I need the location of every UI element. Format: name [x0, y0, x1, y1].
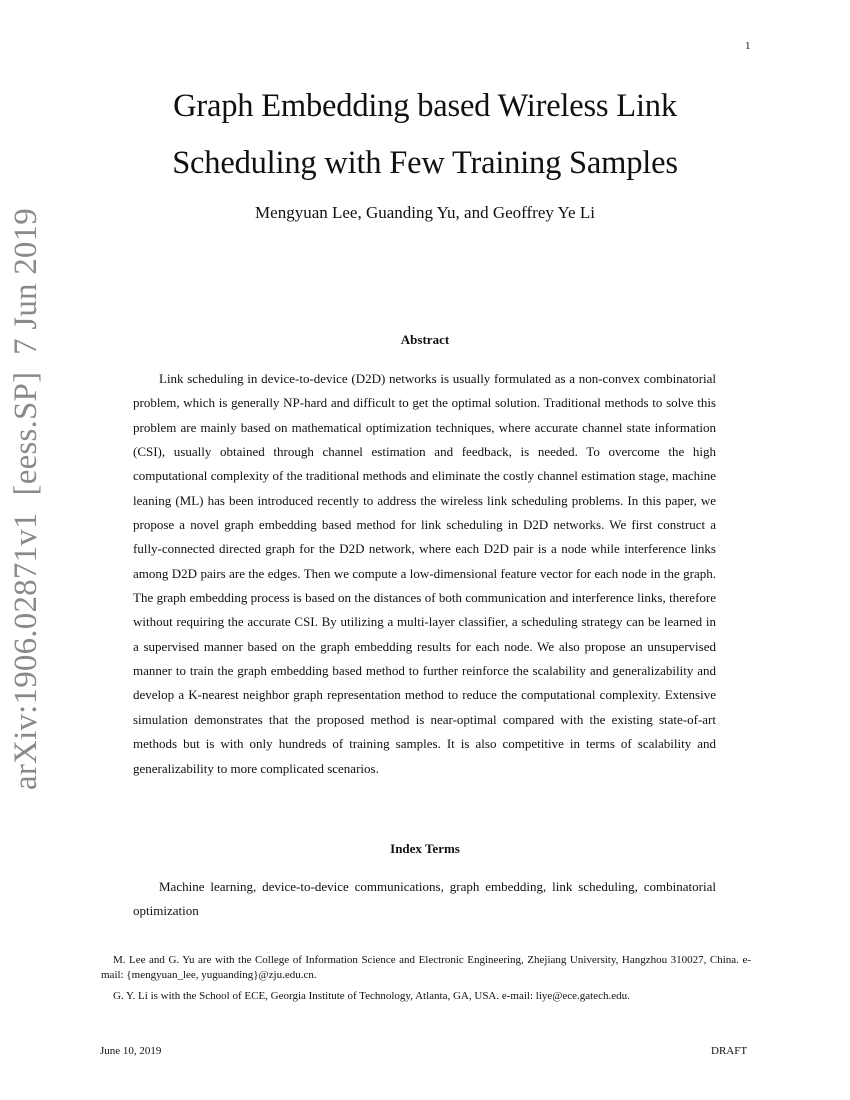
page-number: 1 — [745, 40, 751, 52]
index-terms-heading: Index Terms — [390, 841, 460, 856]
footnotes — [101, 953, 751, 1010]
footnote-affiliation-1: M. Lee and G. Yu are with the College of Information Science and Electronic Engineering, Zhejiang University, Hangzhou 310027, China. e-mail: {mengyuan_lee, yuguanding}@zju.edu.cn. — [101, 954, 751, 981]
paper-title — [0, 78, 850, 192]
index-terms-body: Machine learning, device-to-device communications, graph embedding, link scheduling, combinatorial optimization — [133, 879, 716, 919]
arxiv-stamp: arXiv:1906.02871v1 [eess.SP] 7 Jun 2019 — [8, 207, 44, 790]
title-line-1: Graph Embedding based Wireless Link — [173, 88, 677, 124]
footer-draft-label: DRAFT — [711, 1045, 748, 1057]
title-line-2: Scheduling with Few Training Samples — [172, 145, 678, 181]
footnote-affiliation-2: G. Y. Li is with the School of ECE, Georgia Institute of Technology, Atlanta, GA, USA. e-mail: liye@ece.gatech.edu. — [113, 990, 630, 1002]
footer-date: June 10, 2019 — [100, 1045, 162, 1057]
abstract-heading: Abstract — [400, 332, 450, 347]
authors: Mengyuan Lee, Guanding Yu, and Geoffrey Ye Li — [255, 203, 595, 222]
abstract-body: Link scheduling in device-to-device (D2D) networks is usually formulated as a non-convex combinatorial problem, which is generally NP-hard and difficult to get the optimal solution. Traditional methods to solve this problem are mainly based on mathematical optimization techniques, where accurate channel state information (CSI), usually obtained through channel estimation and feedback, is needed. To overcome the high computational complexity of the traditional methods and eliminate the costly channel estimation stage, machine leaning (ML) has been introduced recently to address the wireless link scheduling problems. In this paper, we propose a novel graph embedding based method for link scheduling in D2D networks. We first construct a fully-connected directed graph for the D2D network, where each D2D pair is a node while interference links among D2D pairs are the edges. Then we compute a low-dimensional feature vector for each node in the graph. The graph embedding process is based on the distances of both communication and interference links, therefore without requiring the accurate CSI. By utilizing a multi-layer classifier, a scheduling strategy can be learned in a supervised manner based on the graph embedding results for each node. We also propose an unsupervised manner to train the graph embedding based method to further reinforce the scalability and generalizability and develop a K-nearest neighbor graph representation method to reduce the computational complexity. Extensive simulation demonstrates that the proposed method is near-optimal compared with the existing state-of-art methods but is with only hundreds of training samples. It is also competitive in terms of scalability and generalizability to more complicated scenarios. — [133, 371, 716, 776]
